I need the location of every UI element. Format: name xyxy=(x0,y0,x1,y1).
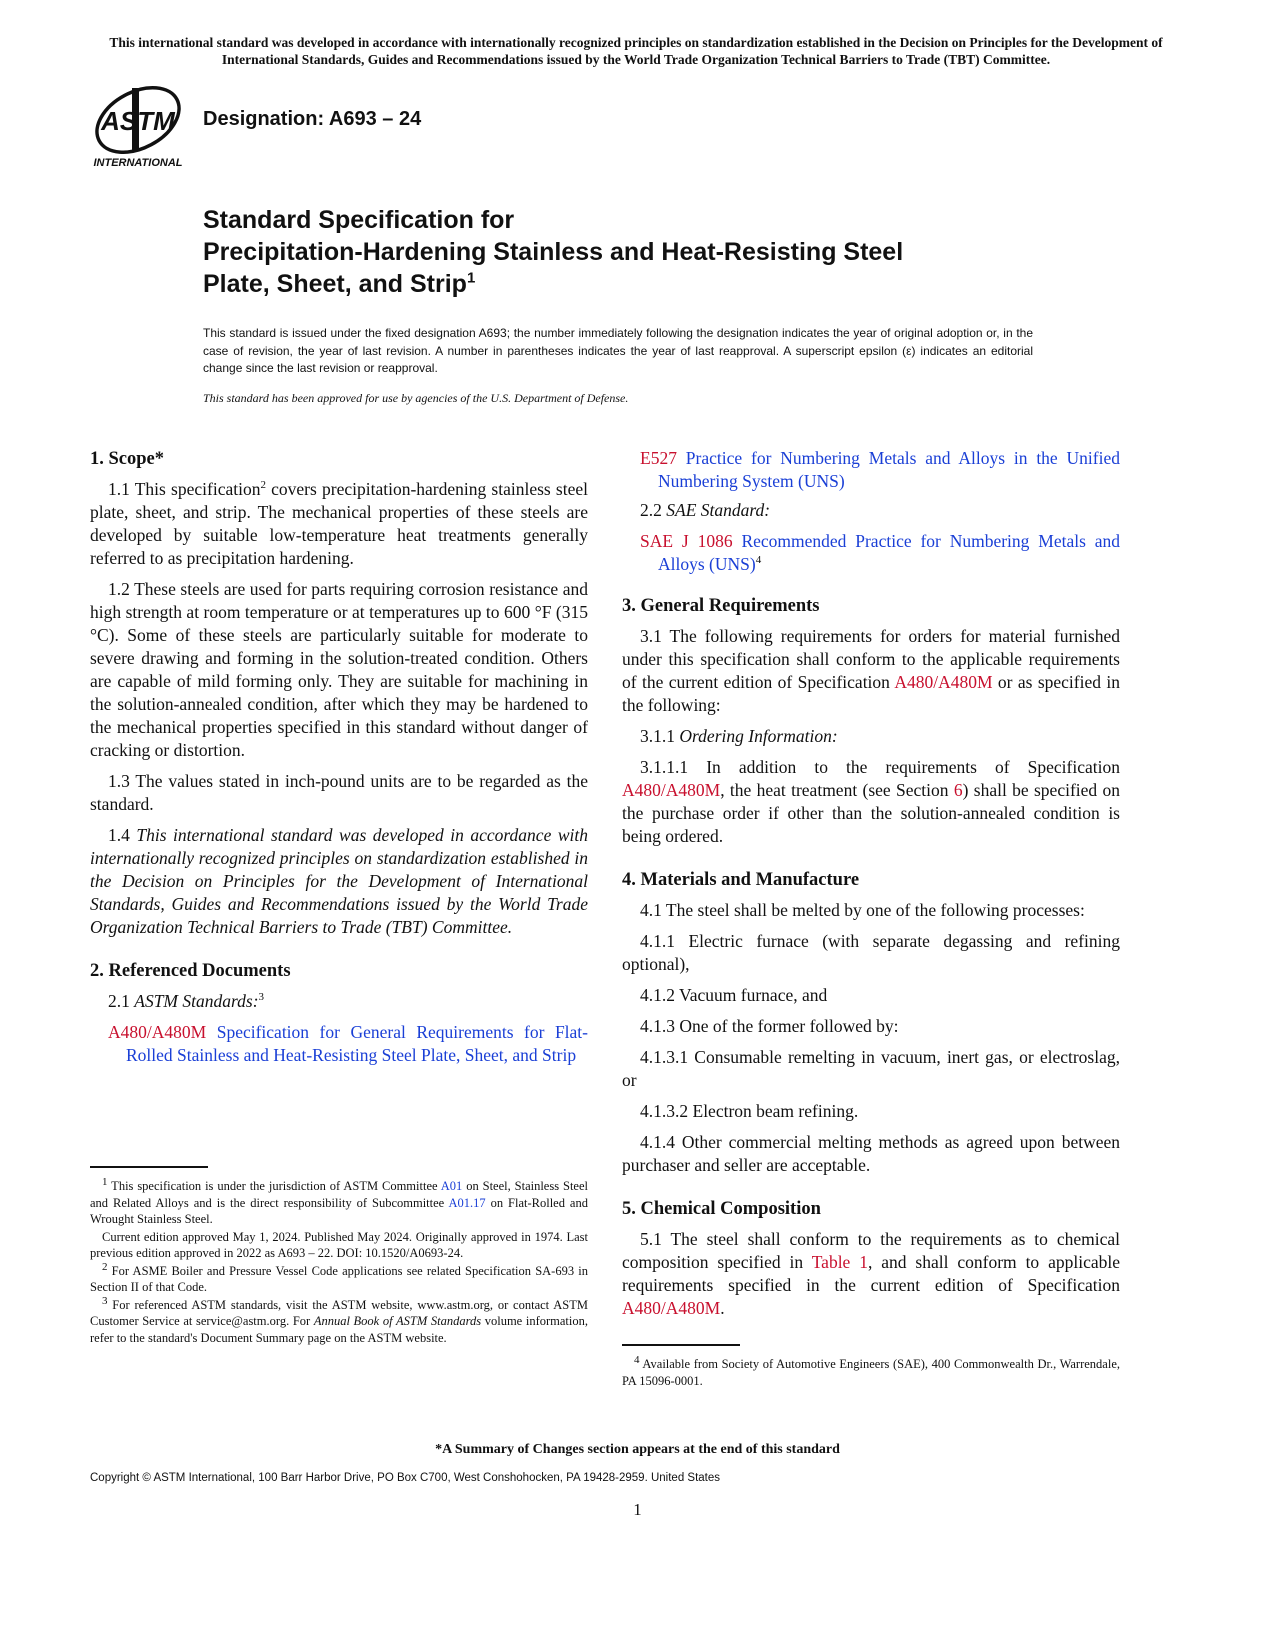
footnote-rule-left xyxy=(90,1166,208,1168)
astm-logo-icon xyxy=(90,86,190,170)
footnotes-left xyxy=(90,1175,588,1347)
section-5-heading: 5. Chemical Composition xyxy=(622,1199,821,1219)
para-4-1-2: 4.1.2 Vacuum furnace, and xyxy=(640,985,828,1005)
title-footnote-mark[interactable]: 1 xyxy=(466,269,476,287)
ref-a480-title-link[interactable]: Specification for General Requirements for Flat-Rolled Stainless and Heat-Resisting Steel Plate, Sheet, and Strip xyxy=(126,1022,589,1065)
footnote-3: $^3$ For referenced ASTM standards, visit the ASTM website, www.astm.org, or contact ASTM Customer Service at service@astm.org. For Annual Book of ASTM Standards volume information, refer to the standard's Document Summary page on the ASTM website. xyxy=(90,1294,588,1345)
ref-e527 xyxy=(640,447,1120,493)
dod-note: This standard has been approved for use by agencies of the U.S. Department of Defense. xyxy=(203,391,629,405)
section-1-heading: 1. Scope* xyxy=(90,449,164,469)
subcommittee-a01-17-link[interactable]: A01.17 xyxy=(448,1195,486,1210)
footnote-ref-3[interactable]: 3 xyxy=(258,991,265,1004)
issuance-statement: This standard is issued under the fixed designation A693; the number immediately following the designation indicates the year of original adoption or, in the case of revision, the year of last revision. A number in parentheses indicates the year of last reapproval. A superscript epsilon (ε) indicates an editorial change since the last revision or reapproval. xyxy=(203,326,1033,375)
para-4-1: 4.1 The steel shall be melted by one of the following processes: xyxy=(640,900,1085,920)
para-4-1-3-2: 4.1.3.2 Electron beam refining. xyxy=(640,1101,859,1121)
ref-a480 xyxy=(108,1021,588,1067)
para-1-1: 1.1 This specification$^2$ covers precipitation-hardening stainless steel plate, sheet, and strip. The mechanical properties of these steels are developed by suitable low-temperature heat treatments generally referred to as precipitation hardening. xyxy=(90,479,588,568)
copyright-line: Copyright © ASTM International, 100 Barr Harbor Drive, PO Box C700, West Conshohocken, PA 19428-2959. United States xyxy=(90,1472,721,1484)
section-6-link[interactable]: 6 xyxy=(953,780,963,800)
section-2-heading: 2. Referenced Documents xyxy=(90,961,291,981)
a480-link[interactable]: A480/A480M xyxy=(622,1298,721,1318)
footnote-ref-4[interactable]: 4 xyxy=(755,554,762,567)
para-4-1-1: 4.1.1 Electric furnace (with separate degassing and refining optional), xyxy=(622,931,1120,974)
footnote-ref-2[interactable]: 2 xyxy=(260,479,266,492)
para-4-1-3-1: 4.1.3.1 Consumable remelting in vacuum, inert gas, or electroslag, or xyxy=(622,1047,1120,1090)
section-4-heading: 4. Materials and Manufacture xyxy=(622,870,860,890)
right-column xyxy=(622,447,1120,1328)
ref-sae-title-link[interactable]: Recommended Practice for Numbering Metals and Alloys (UNS) xyxy=(658,531,1121,574)
ref-e527-title-link[interactable]: Practice for Numbering Metals and Alloys in the Unified Numbering System (UNS) xyxy=(658,448,1120,491)
footnote-1-edition: Current edition approved May 1, 2024. Published May 2024. Originally approved in 1974. Last previous edition approved in 2022 as A693 – 22. DOI: 10.1520/A0693-24. xyxy=(90,1229,588,1260)
summary-of-changes-note: *A Summary of Changes section appears at the end of this standard xyxy=(435,1442,840,1457)
para-1-3: 1.3 The values stated in inch-pound units are to be regarded as the standard. xyxy=(90,771,588,814)
left-column xyxy=(90,447,588,1073)
a480-link[interactable]: A480/A480M xyxy=(894,672,993,692)
top-notice: This international standard was developed in accordance with internationally recognized principles on standardization established in the Decision on Principles for the Development of International Standards, Guides and Recommendations issued by the World Trade Organization Technical Barriers to Trade (TBT) Committee. xyxy=(109,35,1163,67)
footnote-2: $^2$ For ASME Boiler and Pressure Vessel Code applications see related Specification SA-693 in Section II of that Code. xyxy=(90,1260,588,1294)
para-4-1-3: 4.1.3 One of the former followed by: xyxy=(640,1016,899,1036)
title-line-3: Plate, Sheet, and Strip xyxy=(203,270,467,298)
ref-a480-code-link[interactable]: A480/A480M xyxy=(108,1022,207,1042)
footnote-rule-right xyxy=(622,1344,740,1346)
ref-sae-j1086 xyxy=(640,530,1120,576)
logo-text: ASTM xyxy=(101,106,175,136)
logo-subtext: INTERNATIONAL xyxy=(93,157,183,169)
document-title xyxy=(203,204,1103,300)
para-3-1: 3.1 The following requirements for orders for material furnished under this specification shall conform to the applicable requirements of the current edition of Specification A480/A480M or as specified in the following: xyxy=(622,626,1120,715)
ref-e527-code-link[interactable]: E527 xyxy=(640,448,677,468)
table-1-link[interactable]: Table 1 xyxy=(811,1252,868,1272)
committee-a01-link[interactable]: A01 xyxy=(440,1179,463,1193)
para-5-1: 5.1 The steel shall conform to the requirements as to chemical composition specified in Table 1, and shall conform to applicable requirements specified in the current edition of Specification A480/A480M. xyxy=(622,1229,1120,1318)
para-4-1-4: 4.1.4 Other commercial melting methods as agreed upon between purchaser and seller are acceptable. xyxy=(622,1132,1120,1175)
para-2-2: 2.2 SAE Standard: xyxy=(640,500,771,520)
title-line-2: Precipitation-Hardening Stainless and Heat-Resisting Steel xyxy=(203,238,904,266)
section-3-heading: 3. General Requirements xyxy=(622,596,820,616)
footnote-4: $^4$ Available from Society of Automotive Engineers (SAE), 400 Commonwealth Dr., Warrendale, PA 15096-0001. xyxy=(622,1353,1120,1388)
para-3-1-1: 3.1.1 Ordering Information: xyxy=(640,726,838,746)
ref-sae-code-link[interactable]: SAE J 1086 xyxy=(640,531,733,551)
footnotes-right xyxy=(622,1353,1120,1390)
title-line-1: Standard Specification for xyxy=(203,206,515,234)
a480-link[interactable]: A480/A480M xyxy=(622,780,721,800)
para-1-4: 1.4 This international standard was developed in accordance with internationally recognized principles on standardization established in the Decision on Principles for the Development of International Standards, Guides and Recommendations issued by the World Trade Organization Technical Barriers to Trade (TBT) Committee. xyxy=(90,825,589,937)
astm-logo xyxy=(90,86,190,170)
designation: Designation: A693 – 24 xyxy=(203,108,422,130)
para-2-1: 2.1 ASTM Standards:$^3$ xyxy=(108,991,265,1011)
para-1-2: 1.2 These steels are used for parts requiring corrosion resistance and high strength at room temperature or at temperatures up to 600 °F (315 °C). Some of these steels are particularly suitable for moderate to severe drawing and forming in the solution-treated condition. Others are capable of mild forming only. They are suitable for machining in the solution-annealed condition, after which they may be hardened to the mechanical properties specified in this standard without danger of cracking or distortion. xyxy=(90,579,588,760)
para-3-1-1-1: 3.1.1.1 In addition to the requirements of Specification A480/A480M, the heat treatment (see Section 6) shall be specified on the purchase order if other than the solution-annealed condition is being ordered. xyxy=(622,757,1120,846)
page-number: 1 xyxy=(633,1500,642,1519)
footnote-1: $^1$ This specification is under the jurisdiction of ASTM Committee A01 on Steel, Stainless Steel and Related Alloys and is the direct responsibility of Subcommittee A01.17 on Flat-Rolled and Wrought Stainless Steel. xyxy=(90,1175,588,1226)
